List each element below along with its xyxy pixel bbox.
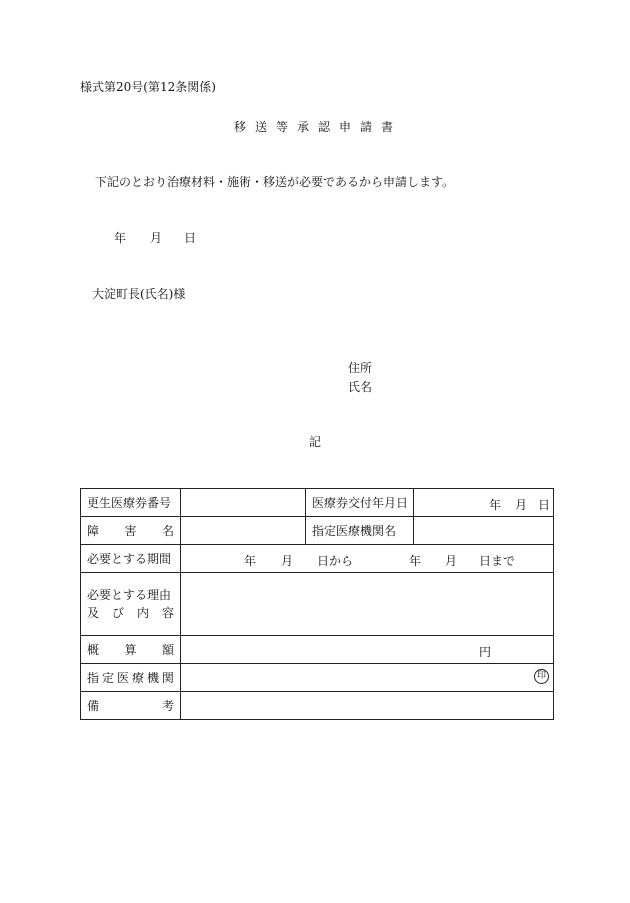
institution-char-4: 療 (131, 671, 144, 685)
issue-month-label: 月 (515, 498, 528, 512)
intro-text: 下記のとおり治療材料・施術・移送が必要であるから申請します。 (95, 175, 455, 189)
table-row (81, 489, 554, 517)
reason-label-char-4: 容 (161, 606, 174, 620)
institution-char-6: 関 (161, 671, 174, 685)
table-row (81, 573, 554, 636)
remarks-field[interactable] (181, 692, 554, 720)
designated-institution-name-label: 指定医療機関名 (306, 517, 414, 545)
required-period-label: 必要とする期間 (81, 545, 181, 573)
date-month-label: 月 (150, 231, 163, 245)
table-row (81, 517, 554, 545)
applicant-name-label: 氏名 (348, 380, 373, 394)
designated-institution-label (81, 664, 181, 692)
to-year-label: 年 (409, 554, 422, 568)
estimated-amount-char-3: 額 (161, 643, 174, 657)
reason-label-line1: 必要とする理由 (87, 588, 172, 602)
from-day-label: 日から (317, 554, 354, 568)
disability-name-char-2: 害 (124, 524, 137, 538)
applicant-address-label: 住所 (348, 361, 373, 375)
ticket-issue-date-label: 医療券交付年月日 (306, 489, 414, 517)
issue-year-label: 年 (489, 498, 502, 512)
to-month-label: 月 (445, 554, 458, 568)
issue-day-label: 日 (538, 498, 551, 512)
table-row (81, 692, 554, 720)
medical-ticket-number-field[interactable] (181, 489, 306, 517)
remarks-char-2: 考 (161, 699, 174, 713)
estimated-amount-char-2: 算 (124, 643, 137, 657)
date-day-label: 日 (184, 231, 197, 245)
estimated-amount-field[interactable] (181, 636, 554, 664)
to-day-label: 日まで (479, 554, 516, 568)
disability-name-field[interactable] (181, 517, 306, 545)
disability-name-char-1: 障 (87, 524, 100, 538)
addressee: 大淀町長(氏名)様 (92, 287, 186, 301)
reason-label-char-3: 内 (136, 606, 149, 620)
reason-label (81, 573, 181, 636)
document-title: 移送等承認申請書 (233, 120, 402, 134)
remarks-label (81, 692, 181, 720)
yen-unit-label: 円 (479, 645, 492, 659)
reason-field[interactable] (181, 573, 554, 636)
estimated-amount-label (81, 636, 181, 664)
institution-char-2: 定 (101, 671, 114, 685)
designated-institution-name-field[interactable] (414, 517, 554, 545)
institution-char-5: 機 (146, 671, 159, 685)
table-row (81, 636, 554, 664)
table-row (81, 545, 554, 573)
application-form-table (80, 488, 554, 720)
reason-label-char-1: 及 (87, 606, 100, 620)
disability-name-label (81, 517, 181, 545)
disability-name-char-3: 名 (161, 524, 174, 538)
date-year-label: 年 (114, 231, 127, 245)
designated-institution-field[interactable] (181, 664, 554, 692)
from-year-label: 年 (244, 554, 257, 568)
required-period-field[interactable] (181, 545, 554, 573)
table-row (81, 664, 554, 692)
institution-char-3: 医 (116, 671, 129, 685)
medical-ticket-number-label: 更生医療券番号 (81, 489, 181, 517)
from-month-label: 月 (281, 554, 294, 568)
seal-mark-icon: 印 (534, 669, 549, 684)
form-number: 様式第20号(第12条関係) (80, 80, 216, 94)
remarks-char-1: 備 (87, 699, 100, 713)
reason-label-char-2: び (111, 606, 124, 620)
estimated-amount-char-1: 概 (87, 643, 100, 657)
ticket-issue-date-field[interactable] (414, 489, 554, 517)
institution-char-1: 指 (87, 671, 100, 685)
reason-label-line2 (87, 604, 174, 622)
ki-heading: 記 (308, 435, 321, 449)
